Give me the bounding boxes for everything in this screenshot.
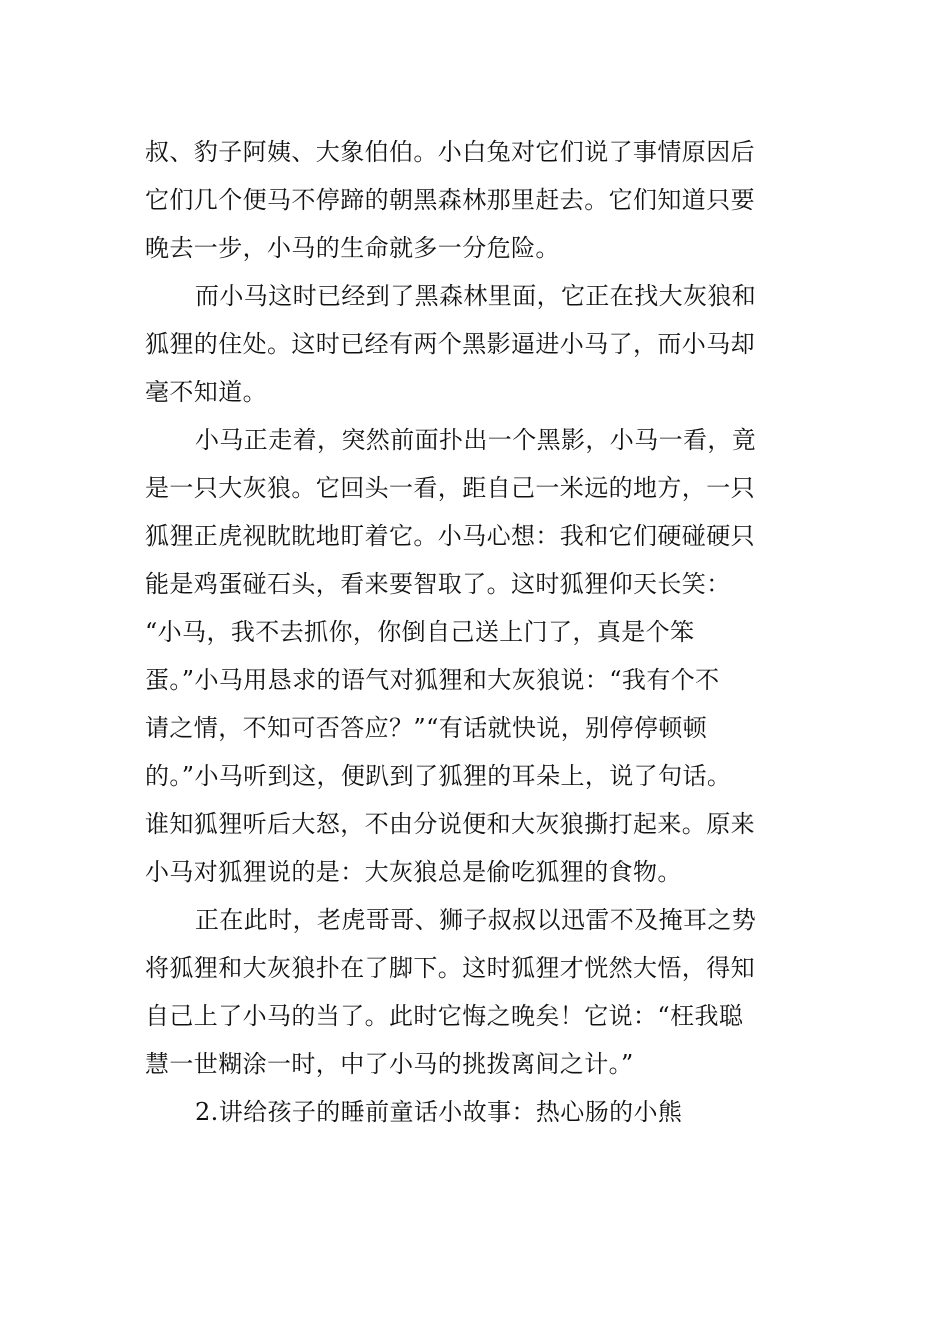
document-body (145, 128, 810, 1136)
text-line: 正在此时，老虎哥哥、狮子叔叔以迅雷不及掩耳之势 (195, 906, 757, 934)
text-line: 慧一世糊涂一时，中了小马的挑拨离间之计。” (145, 1050, 634, 1078)
paragraph-2 (145, 272, 810, 416)
text-line: 谁知狐狸听后大怒，不由分说便和大灰狼撕打起来。原来 (145, 810, 755, 838)
paragraph-3 (145, 416, 810, 896)
section-heading: 2.讲给孩子的睡前童话小故事：热心肠的小熊 (195, 1098, 683, 1126)
paragraph-4 (145, 896, 810, 1088)
text-line: 小马正走着，突然前面扑出一个黑影，小马一看，竟 (195, 426, 757, 454)
text-line: 是一只大灰狼。它回头一看，距自己一米远的地方，一只 (145, 474, 755, 502)
text-line: 能是鸡蛋碰石头，看来要智取了。这时狐狸仰天长笑： (145, 570, 731, 598)
text-line: 小马对狐狸说的是：大灰狼总是偷吃狐狸的食物。 (145, 858, 682, 886)
text-line: 自己上了小马的当了。此时它悔之晚矣！它说：“枉我聪 (145, 1002, 744, 1030)
text-line: 蛋。”小马用恳求的语气对狐狸和大灰狼说：“我有个不 (145, 666, 720, 694)
text-line: 而小马这时已经到了黑森林里面，它正在找大灰狼和 (195, 282, 757, 310)
text-line: 它们几个便马不停蹄的朝黑森林那里赶去。它们知道只要 (145, 186, 755, 214)
text-line: 狐狸的住处。这时已经有两个黑影逼进小马了，而小马却 (145, 330, 755, 358)
paragraph-1 (145, 128, 810, 272)
text-line: 请之情，不知可否答应？”“有话就快说，别停停顿顿 (145, 714, 708, 742)
text-line: 晚去一步，小马的生命就多一分危险。 (145, 234, 560, 262)
text-line: 狐狸正虎视眈眈地盯着它。小马心想：我和它们硬碰硬只 (145, 522, 755, 550)
text-line: 的。”小马听到这，便趴到了狐狸的耳朵上，说了句话。 (145, 762, 732, 790)
text-line: 将狐狸和大灰狼扑在了脚下。这时狐狸才恍然大悟，得知 (145, 954, 755, 982)
text-line: 叔、豹子阿姨、大象伯伯。小白兔对它们说了事情原因后 (145, 138, 755, 166)
text-line: 毫不知道。 (145, 378, 267, 406)
text-line: “小马，我不去抓你，你倒自己送上门了，真是个笨 (145, 618, 695, 646)
